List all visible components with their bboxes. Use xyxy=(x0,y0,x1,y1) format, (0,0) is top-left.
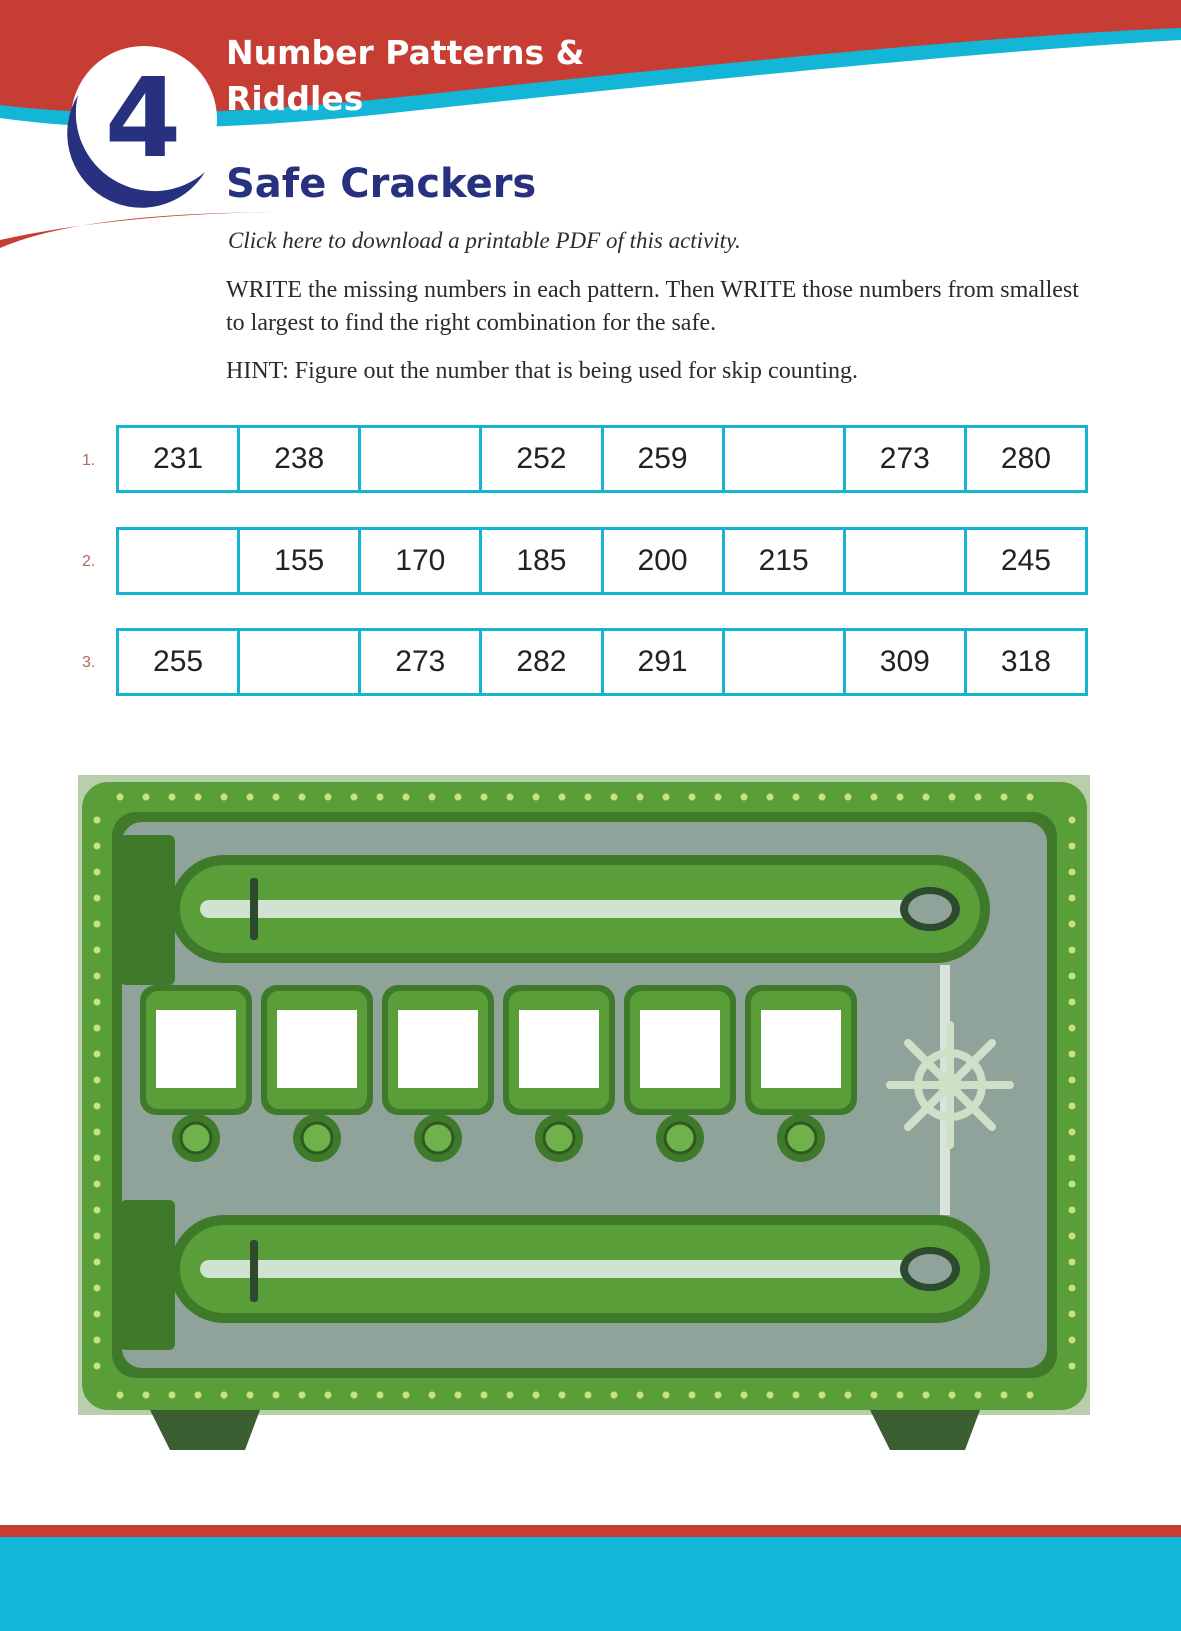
rivet xyxy=(481,794,488,801)
pattern-cell: 155 xyxy=(237,527,361,595)
rivet xyxy=(611,1392,618,1399)
rivet xyxy=(1069,1103,1076,1110)
rivet xyxy=(975,794,982,801)
rivet xyxy=(533,794,540,801)
rivet xyxy=(507,1392,514,1399)
missing-number-cell[interactable] xyxy=(722,425,846,493)
rivet xyxy=(1069,843,1076,850)
combination-box[interactable] xyxy=(277,1010,357,1088)
rivet xyxy=(403,1392,410,1399)
rivet xyxy=(1069,1363,1076,1370)
rivet xyxy=(1069,1129,1076,1136)
rivet xyxy=(481,1392,488,1399)
rivet xyxy=(1069,817,1076,824)
rivet xyxy=(429,794,436,801)
rivet xyxy=(94,869,101,876)
rivet xyxy=(325,794,332,801)
pattern-cell: 318 xyxy=(964,628,1088,696)
rivet xyxy=(741,794,748,801)
rivet xyxy=(94,1233,101,1240)
rivet xyxy=(273,794,280,801)
rivet xyxy=(767,1392,774,1399)
rivet xyxy=(221,794,228,801)
rivet xyxy=(94,1025,101,1032)
rivet xyxy=(637,1392,644,1399)
rivet xyxy=(169,794,176,801)
footer-banner xyxy=(0,1525,1181,1631)
rivet xyxy=(559,794,566,801)
rivet xyxy=(949,794,956,801)
rivet xyxy=(94,1155,101,1162)
rivet xyxy=(1069,1285,1076,1292)
rivet xyxy=(637,794,644,801)
grade-number: 4 xyxy=(104,54,182,182)
rivet xyxy=(377,794,384,801)
page-title: Safe Crackers xyxy=(226,161,537,207)
rivet xyxy=(351,794,358,801)
rivet xyxy=(897,794,904,801)
rivet xyxy=(94,1311,101,1318)
rivet xyxy=(429,1392,436,1399)
pattern-row-1 xyxy=(116,425,1088,493)
row-label: 1. xyxy=(82,452,96,469)
rivet xyxy=(1069,973,1076,980)
rivet xyxy=(1069,1155,1076,1162)
pattern-cell: 170 xyxy=(358,527,482,595)
download-pdf-link[interactable]: Click here to download a printable PDF of this activity. xyxy=(228,228,741,253)
rivet xyxy=(247,1392,254,1399)
rivet xyxy=(143,1392,150,1399)
safe-foot-right xyxy=(870,1410,980,1450)
rivet xyxy=(715,1392,722,1399)
pattern-cell: 238 xyxy=(237,425,361,493)
rivet xyxy=(94,1259,101,1266)
rivet xyxy=(559,1392,566,1399)
rivet xyxy=(845,1392,852,1399)
rivet xyxy=(299,1392,306,1399)
missing-number-cell[interactable] xyxy=(237,628,361,696)
rivet xyxy=(923,794,930,801)
rivet xyxy=(94,1285,101,1292)
missing-number-cell[interactable] xyxy=(722,628,846,696)
rivet xyxy=(1069,1207,1076,1214)
rivet xyxy=(1027,1392,1034,1399)
rivet xyxy=(715,794,722,801)
pattern-cell: 185 xyxy=(479,527,603,595)
rivet xyxy=(94,1051,101,1058)
rivet xyxy=(94,843,101,850)
rivet xyxy=(94,999,101,1006)
rivet xyxy=(1069,947,1076,954)
rivet xyxy=(1069,895,1076,902)
rivet xyxy=(94,895,101,902)
missing-number-cell[interactable] xyxy=(843,527,967,595)
rivet xyxy=(533,1392,540,1399)
pattern-cell: 273 xyxy=(843,425,967,493)
rivet xyxy=(819,1392,826,1399)
rivet xyxy=(94,1077,101,1084)
rivet xyxy=(117,794,124,801)
rivet xyxy=(94,1129,101,1136)
pattern-cell: 280 xyxy=(964,425,1088,493)
pattern-cell: 259 xyxy=(601,425,725,493)
rivet xyxy=(299,794,306,801)
rivet xyxy=(897,1392,904,1399)
pattern-cell: 200 xyxy=(601,527,725,595)
section-title: Number Patterns & Riddles xyxy=(226,33,585,118)
rivet xyxy=(949,1392,956,1399)
rivet xyxy=(1069,1025,1076,1032)
rivet xyxy=(923,1392,930,1399)
rivet xyxy=(94,973,101,980)
rivet xyxy=(94,1207,101,1214)
rivet xyxy=(94,1103,101,1110)
missing-number-cell[interactable] xyxy=(358,425,482,493)
rivet xyxy=(689,794,696,801)
rivet xyxy=(871,1392,878,1399)
hint-text: HINT: Figure out the number that is being used for skip counting. xyxy=(226,358,859,384)
pattern-row-3 xyxy=(116,628,1088,696)
combination-box[interactable] xyxy=(156,1010,236,1088)
top-bolt xyxy=(120,835,990,985)
rivet xyxy=(195,1392,202,1399)
rivet xyxy=(1027,794,1034,801)
rivet xyxy=(663,1392,670,1399)
pattern-cell: 282 xyxy=(479,628,603,696)
missing-number-cell[interactable] xyxy=(116,527,240,595)
rivet xyxy=(585,1392,592,1399)
rivet xyxy=(1069,1337,1076,1344)
rivet xyxy=(94,1181,101,1188)
rivet xyxy=(1069,1233,1076,1240)
rivet xyxy=(94,1337,101,1344)
pattern-cell: 215 xyxy=(722,527,846,595)
pattern-cell: 309 xyxy=(843,628,967,696)
rivet xyxy=(663,794,670,801)
rivet xyxy=(94,817,101,824)
rivet xyxy=(1001,794,1008,801)
rivet xyxy=(117,1392,124,1399)
row-label: 2. xyxy=(82,553,96,570)
rivet xyxy=(143,794,150,801)
safe-foot-left xyxy=(150,1410,260,1450)
rivet xyxy=(1069,869,1076,876)
rivet xyxy=(455,1392,462,1399)
rivet xyxy=(455,794,462,801)
pattern-cell: 245 xyxy=(964,527,1088,595)
rivet xyxy=(611,794,618,801)
pattern-cell: 252 xyxy=(479,425,603,493)
rivet xyxy=(1001,1392,1008,1399)
combination-box[interactable] xyxy=(640,1010,720,1088)
pattern-cell: 273 xyxy=(358,628,482,696)
rivet xyxy=(871,794,878,801)
rivet xyxy=(195,794,202,801)
rivet xyxy=(975,1392,982,1399)
rivet xyxy=(325,1392,332,1399)
rivet xyxy=(767,794,774,801)
rivet xyxy=(94,947,101,954)
rivet xyxy=(507,794,514,801)
row-label: 3. xyxy=(82,654,96,671)
safe-illustration xyxy=(70,770,1100,1460)
pattern-cell: 291 xyxy=(601,628,725,696)
rivet xyxy=(845,794,852,801)
pattern-cell: 231 xyxy=(116,425,240,493)
rivet xyxy=(1069,1077,1076,1084)
rivet xyxy=(169,1392,176,1399)
rivet xyxy=(1069,921,1076,928)
rivet xyxy=(221,1392,228,1399)
rivet xyxy=(689,1392,696,1399)
rivet xyxy=(94,921,101,928)
rivet xyxy=(247,794,254,801)
pattern-row-2 xyxy=(116,527,1088,595)
combination-box[interactable] xyxy=(398,1010,478,1088)
rivet xyxy=(1069,1259,1076,1266)
rivet xyxy=(741,1392,748,1399)
instructions-text: WRITE the missing numbers in each pattern. Then WRITE those numbers from smallest to largest to find the right combination for the safe. xyxy=(226,277,1079,336)
rivet xyxy=(585,794,592,801)
rivet xyxy=(1069,1311,1076,1318)
pattern-cell: 255 xyxy=(116,628,240,696)
combination-box[interactable] xyxy=(761,1010,841,1088)
rivet xyxy=(819,794,826,801)
rivet xyxy=(403,794,410,801)
rivet xyxy=(1069,999,1076,1006)
rivet xyxy=(793,1392,800,1399)
rivet xyxy=(793,794,800,801)
rivet xyxy=(1069,1181,1076,1188)
rivet xyxy=(351,1392,358,1399)
rivet xyxy=(1069,1051,1076,1058)
rivet xyxy=(273,1392,280,1399)
rivet xyxy=(94,1363,101,1370)
combination-box[interactable] xyxy=(519,1010,599,1088)
rivet xyxy=(377,1392,384,1399)
